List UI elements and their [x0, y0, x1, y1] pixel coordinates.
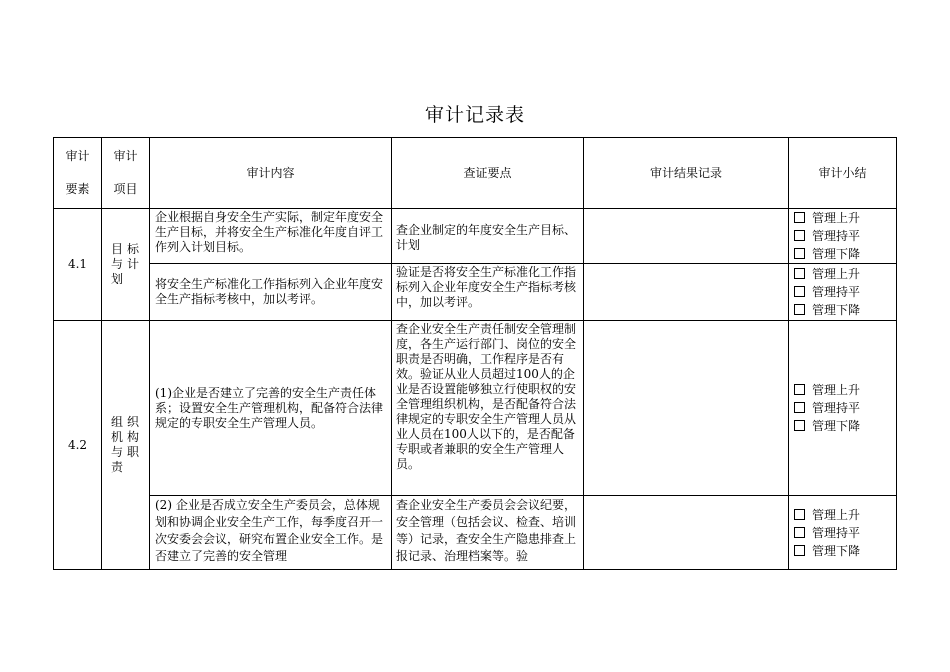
audit-content-cell: (1)企业是否建立了完善的安全生产责任体系；设置安全生产管理机构，配备符合法律规定的专职安全生产管理人员。 [150, 321, 392, 496]
checkbox-icon[interactable] [794, 384, 805, 395]
summary-option[interactable]: 管理上升 [794, 209, 896, 227]
table-row [54, 264, 897, 321]
header-audit-result-record: 审计结果记录 [584, 138, 789, 209]
checkbox-icon[interactable] [794, 420, 805, 431]
audit-content-cell: (2) 企业是否成立安全生产委员会，总体规划和协调企业安全生产工作，每季度召开一次安委会会议，研究布置企业安全工作。是否建立了完善的安全管理 [150, 496, 392, 570]
summary-option[interactable]: 管理下降 [794, 542, 896, 560]
table-row [54, 209, 897, 264]
checkbox-icon[interactable] [794, 286, 805, 297]
checkbox-icon[interactable] [794, 248, 805, 259]
summary-option[interactable]: 管理持平 [794, 227, 896, 245]
checkbox-icon[interactable] [794, 402, 805, 413]
audit-content-cell: 企业根据自身安全生产实际，制定年度安全生产目标，并将安全生产标准化年度自评工作列入计划目标。 [150, 209, 392, 264]
audit-item-label: 组织 机构 与职 责 [102, 321, 150, 570]
header-audit-element: 审计 要素 [54, 138, 102, 209]
result-record-cell[interactable] [584, 209, 789, 264]
table-header-row [54, 138, 897, 209]
summary-option[interactable]: 管理上升 [794, 506, 896, 524]
verification-cell: 验证是否将安全生产标准化工作指标列入企业年度安全生产指标考核中，加以考评。 [392, 264, 584, 321]
checkbox-icon[interactable] [794, 509, 805, 520]
summary-option[interactable]: 管理上升 [794, 265, 896, 283]
header-audit-summary: 审计小结 [789, 138, 897, 209]
audit-item-label: 目标 与计 划 [102, 209, 150, 321]
document-title: 审计记录表 [424, 104, 525, 126]
table-row [54, 496, 897, 570]
summary-option[interactable]: 管理下降 [794, 417, 896, 435]
audit-record-table [53, 137, 897, 570]
checkbox-icon[interactable] [794, 545, 805, 556]
table-row [54, 321, 897, 496]
summary-cell [789, 321, 897, 496]
summary-option[interactable]: 管理持平 [794, 399, 896, 417]
result-record-cell[interactable] [584, 264, 789, 321]
checkbox-icon[interactable] [794, 268, 805, 279]
checkbox-icon[interactable] [794, 527, 805, 538]
header-audit-content: 审计内容 [150, 138, 392, 209]
result-record-cell[interactable] [584, 496, 789, 570]
checkbox-icon[interactable] [794, 230, 805, 241]
verification-cell: 查企业制定的年度安全生产目标、计划 [392, 209, 584, 264]
summary-cell [789, 496, 897, 570]
summary-cell [789, 209, 897, 264]
header-audit-item: 审计 项目 [102, 138, 150, 209]
summary-option[interactable]: 管理持平 [794, 283, 896, 301]
checkbox-icon[interactable] [794, 212, 805, 223]
audit-content-cell: 将安全生产标准化工作指标列入企业年度安全生产指标考核中，加以考评。 [150, 264, 392, 321]
verification-cell: 查企业安全生产责任制安全管理制度，各生产运行部门、岗位的安全职责是否明确，工作程序是否有效。验证从业人员超过100人的企业是否设置能够独立行使职权的安全管理组织机构，是否配备符合法律规定的专职安全生产管理人员从业人员在100人以下的，是否配备专职或者兼职的安全生产管理人员。 [392, 321, 584, 496]
result-record-cell[interactable] [584, 321, 789, 496]
summary-option[interactable]: 管理上升 [794, 381, 896, 399]
header-verification-points: 查证要点 [392, 138, 584, 209]
summary-option[interactable]: 管理下降 [794, 245, 896, 263]
summary-option[interactable]: 管理持平 [794, 524, 896, 542]
summary-option[interactable]: 管理下降 [794, 301, 896, 319]
element-code: 4.2 [54, 321, 102, 570]
summary-cell [789, 264, 897, 321]
checkbox-icon[interactable] [794, 304, 805, 315]
verification-cell: 查企业安全生产委员会会议纪要，安全管理（包括会议、检查、培训等）记录，查安全生产隐患排查上报记录、治理档案等。验 [392, 496, 584, 570]
element-code: 4.1 [54, 209, 102, 321]
